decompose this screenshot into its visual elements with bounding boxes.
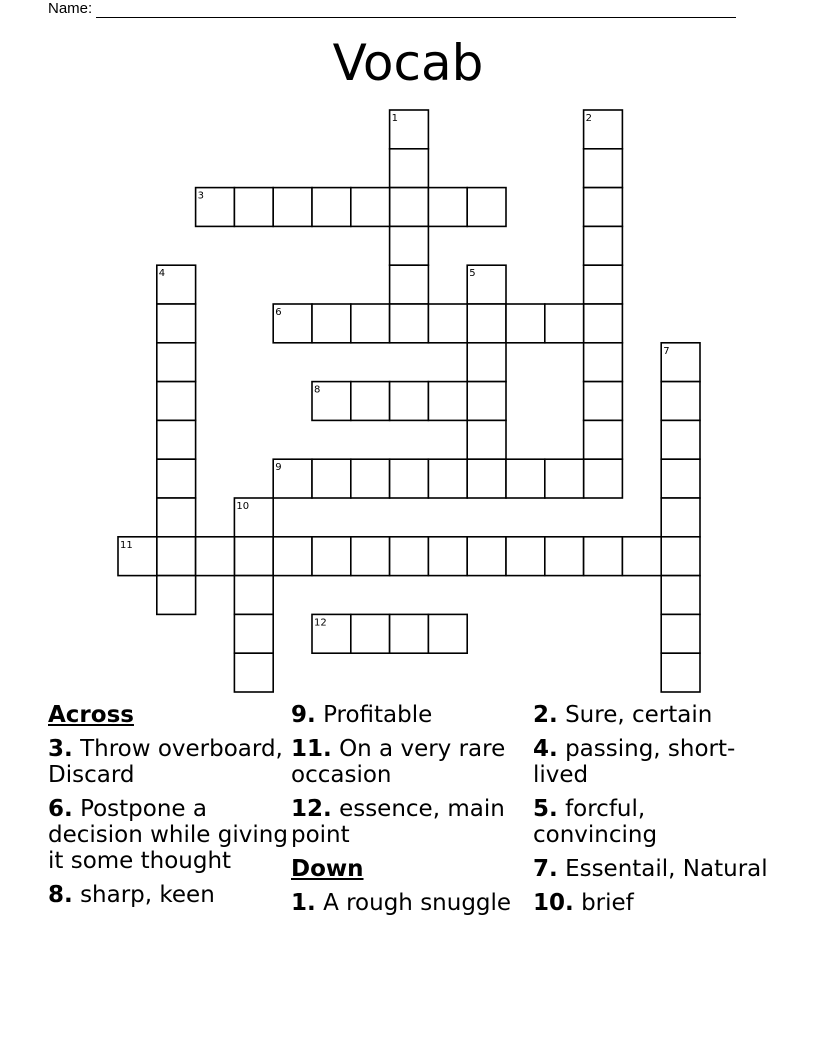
grid-cell[interactable] — [545, 304, 584, 343]
down-clue-5 — [533, 796, 773, 848]
cell-number: 1 — [391, 113, 398, 124]
grid-cell[interactable] — [196, 537, 235, 576]
grid-cell[interactable] — [273, 188, 312, 227]
cell-number: 12 — [314, 617, 327, 629]
grid-cell[interactable] — [390, 382, 429, 421]
grid-cell[interactable] — [390, 265, 429, 304]
grid-cell[interactable] — [157, 420, 196, 459]
clue-text: passing, short-lived — [533, 736, 736, 788]
grid-cell[interactable] — [234, 653, 273, 692]
grid-cell[interactable] — [467, 382, 506, 421]
down-clue-4 — [533, 736, 773, 788]
grid-cell[interactable] — [661, 382, 700, 421]
grid-cell[interactable] — [273, 537, 312, 576]
cell-number: 6 — [275, 307, 282, 318]
clue-number: 6. — [48, 796, 73, 822]
clue-column-3 — [533, 702, 773, 924]
clue-number: 10. — [533, 890, 574, 916]
cell-number: 10 — [236, 501, 250, 512]
grid-cell[interactable] — [351, 537, 390, 576]
clue-text: essence, main point — [291, 796, 505, 848]
clue-column-1 — [48, 702, 288, 916]
grid-cell[interactable] — [661, 420, 700, 459]
grid-cell[interactable] — [467, 420, 506, 459]
grid-cell[interactable] — [428, 614, 467, 653]
grid-cell[interactable] — [467, 343, 506, 382]
name-label: Name: — [48, 0, 93, 17]
grid-cell[interactable] — [390, 226, 429, 265]
grid-cell[interactable] — [467, 459, 506, 498]
grid-cell[interactable] — [390, 537, 429, 576]
grid-cell[interactable] — [584, 304, 623, 343]
clue-number: 7. — [533, 856, 558, 882]
clue-number: 11. — [291, 736, 332, 762]
grid-cell[interactable] — [157, 498, 196, 537]
across-heading: Across — [48, 702, 134, 728]
grid-cell[interactable] — [428, 537, 467, 576]
grid-cell[interactable] — [661, 653, 700, 692]
clue-number: 8. — [48, 882, 73, 908]
down-clue-1 — [291, 890, 531, 916]
grid-cell[interactable] — [312, 188, 351, 227]
grid-cell[interactable] — [390, 149, 429, 188]
grid-cell[interactable] — [312, 304, 351, 343]
clue-number: 9. — [291, 702, 316, 728]
grid-cell[interactable] — [661, 459, 700, 498]
grid-cell[interactable] — [428, 459, 467, 498]
clue-number: 12. — [291, 796, 332, 822]
grid-cell[interactable] — [234, 188, 273, 227]
clue-number: 3. — [48, 736, 73, 762]
clue-text: sharp, keen — [80, 882, 215, 908]
grid-cell[interactable] — [234, 614, 273, 653]
grid-cell[interactable] — [661, 537, 700, 576]
down-clue-2 — [533, 702, 773, 728]
grid-cell[interactable] — [157, 343, 196, 382]
cell-number: 7 — [663, 345, 670, 357]
grid-cell[interactable] — [584, 149, 623, 188]
across-clue-6 — [48, 796, 288, 874]
grid-cell[interactable] — [506, 459, 545, 498]
grid-cell[interactable] — [467, 304, 506, 343]
grid-cell[interactable] — [584, 537, 623, 576]
grid-cell[interactable] — [428, 382, 467, 421]
grid-cell[interactable] — [351, 382, 390, 421]
grid-cell[interactable] — [390, 614, 429, 653]
grid-cell[interactable] — [234, 576, 273, 615]
grid-cell[interactable] — [622, 537, 661, 576]
cell-number: 11 — [120, 539, 133, 551]
clue-text: Profitable — [323, 702, 433, 728]
grid-cell[interactable] — [584, 188, 623, 227]
clue-text: Essentail, Natural — [565, 856, 768, 882]
cell-number: 9 — [275, 462, 282, 474]
grid-cell[interactable] — [584, 265, 623, 304]
grid-cell[interactable] — [351, 304, 390, 343]
grid-cell[interactable] — [584, 226, 623, 265]
down-heading: Down — [291, 856, 364, 882]
page-title: Vocab — [332, 34, 484, 92]
grid-cell[interactable] — [157, 537, 196, 576]
across-clue-12 — [291, 796, 531, 848]
clue-number: 1. — [291, 890, 316, 916]
grid-cell[interactable] — [506, 537, 545, 576]
grid-cell[interactable] — [584, 420, 623, 459]
grid-cell[interactable] — [312, 537, 351, 576]
clue-text: Sure, certain — [565, 702, 713, 728]
clue-number: 4. — [533, 736, 558, 762]
down-clue-7 — [533, 856, 773, 882]
across-clue-11 — [291, 736, 531, 788]
grid-cell[interactable] — [428, 188, 467, 227]
clue-number: 5. — [533, 796, 558, 822]
down-clue-10 — [533, 890, 773, 916]
grid-cell[interactable] — [661, 576, 700, 615]
grid-cell[interactable] — [428, 304, 467, 343]
grid-cell[interactable] — [157, 382, 196, 421]
clue-text: Throw overboard, Discard — [48, 736, 283, 788]
grid-cell[interactable] — [351, 459, 390, 498]
clue-number: 2. — [533, 702, 558, 728]
grid-cell[interactable] — [467, 537, 506, 576]
grid-cell[interactable] — [351, 614, 390, 653]
grid-cell[interactable] — [234, 537, 273, 576]
grid-cell[interactable] — [545, 537, 584, 576]
grid-cell[interactable] — [390, 459, 429, 498]
cell-number: 5 — [469, 268, 476, 280]
cell-number: 3 — [197, 190, 204, 202]
grid-cell[interactable] — [584, 382, 623, 421]
clue-text: forcful, convincing — [533, 796, 658, 848]
clue-text: On a very rare occasion — [291, 736, 506, 788]
cell-number: 8 — [314, 384, 321, 396]
grid-cell[interactable] — [157, 459, 196, 498]
grid-cell[interactable] — [390, 188, 429, 227]
grid-cell[interactable] — [157, 304, 196, 343]
grid-cell[interactable] — [351, 188, 390, 227]
clue-column-2 — [291, 702, 531, 924]
grid-cell[interactable] — [157, 576, 196, 615]
cell-number: 2 — [585, 113, 592, 124]
grid-cell[interactable] — [584, 459, 623, 498]
clue-text: A rough snuggle — [323, 890, 512, 916]
clue-text: brief — [581, 890, 634, 916]
across-clue-3 — [48, 736, 288, 788]
clue-text: Postpone a decision while giving it some thought — [48, 796, 288, 874]
grid-cell[interactable] — [312, 459, 351, 498]
cell-number: 4 — [158, 268, 166, 280]
grid-cell[interactable] — [661, 614, 700, 653]
grid-cell[interactable] — [661, 498, 700, 537]
grid-cell[interactable] — [467, 188, 506, 227]
grid-cell[interactable] — [506, 304, 545, 343]
across-clue-8 — [48, 882, 288, 908]
grid-cell[interactable] — [390, 304, 429, 343]
grid-cell[interactable] — [545, 459, 584, 498]
grid-cell[interactable] — [584, 343, 623, 382]
across-clue-9 — [291, 702, 531, 728]
